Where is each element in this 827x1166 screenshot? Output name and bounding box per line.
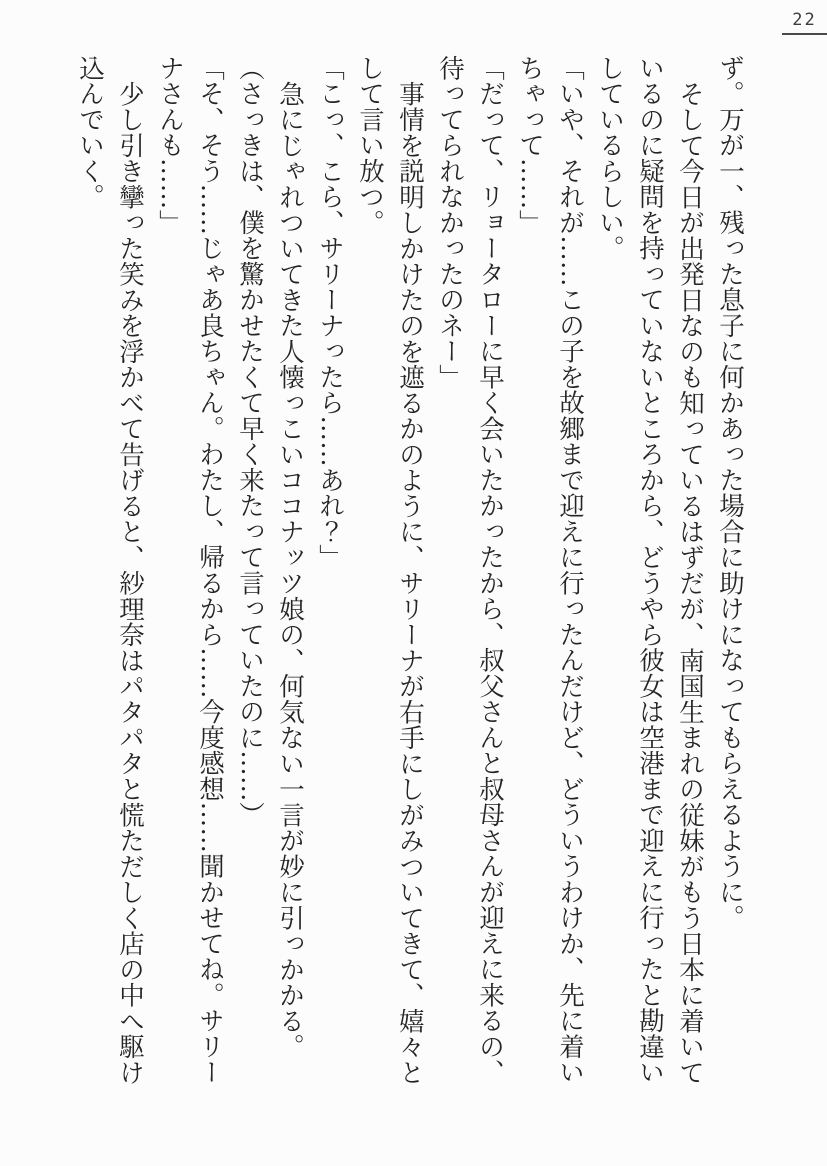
page-number-label: 22 bbox=[792, 10, 817, 30]
text-line: そして今日が出発日なのも知っているはずだが、南国生まれの従妹がもう日本に着いて bbox=[675, 80, 705, 1085]
text-line: 急にじゃれついてきた人懐っこいココナッツ娘の、何気ない一言が妙に引っかかる。 bbox=[275, 80, 305, 1059]
text-line: 込んでいく。 bbox=[75, 55, 105, 210]
text-line: ナさんも……」 bbox=[155, 55, 185, 236]
text-line: 「だって、リョータローに早く会いたかったから、叔父さんと叔母さんが迎えに来るの、 bbox=[475, 55, 505, 1085]
text-line: ず。万が一、残った息子に何かあった場合に助けになってもらえるように。 bbox=[715, 55, 745, 931]
text-line: 「こっ、こら、サリーナったら……あれ？」 bbox=[315, 55, 345, 570]
text-line: しているらしい。 bbox=[595, 55, 625, 261]
text-line: して言い放つ。 bbox=[355, 55, 385, 236]
text-line: （さっきは、僕を驚かせたくて早く来たって言っていたのに……） bbox=[235, 55, 265, 828]
page-number bbox=[782, 10, 827, 35]
text-line: 事情を説明しかけたのを遮るかのように、サリーナが右手にしがみついてきて、嬉々と bbox=[395, 80, 425, 1085]
text-line: いるのに疑問を持っていないところから、どうやら彼女は空港まで迎えに行ったと勘違い bbox=[635, 55, 665, 1085]
vertical-text-area bbox=[70, 55, 750, 1085]
text-line: 「いや、それが……この子を故郷まで迎えに行ったんだけど、どういうわけか、先に着い bbox=[555, 55, 585, 1085]
text-line: 待ってられなかったのネー」 bbox=[435, 55, 465, 390]
text-line: 「そ、そう……じゃあ良ちゃん。わたし、帰るから……今度感想……聞かせてね。サリー bbox=[195, 55, 225, 1085]
text-line: ちゃって……」 bbox=[515, 55, 545, 236]
text-line: 少し引き攣った笑みを浮かべて告げると、紗理奈はパタパタと慌ただしく店の中へ駆け bbox=[115, 80, 145, 1085]
